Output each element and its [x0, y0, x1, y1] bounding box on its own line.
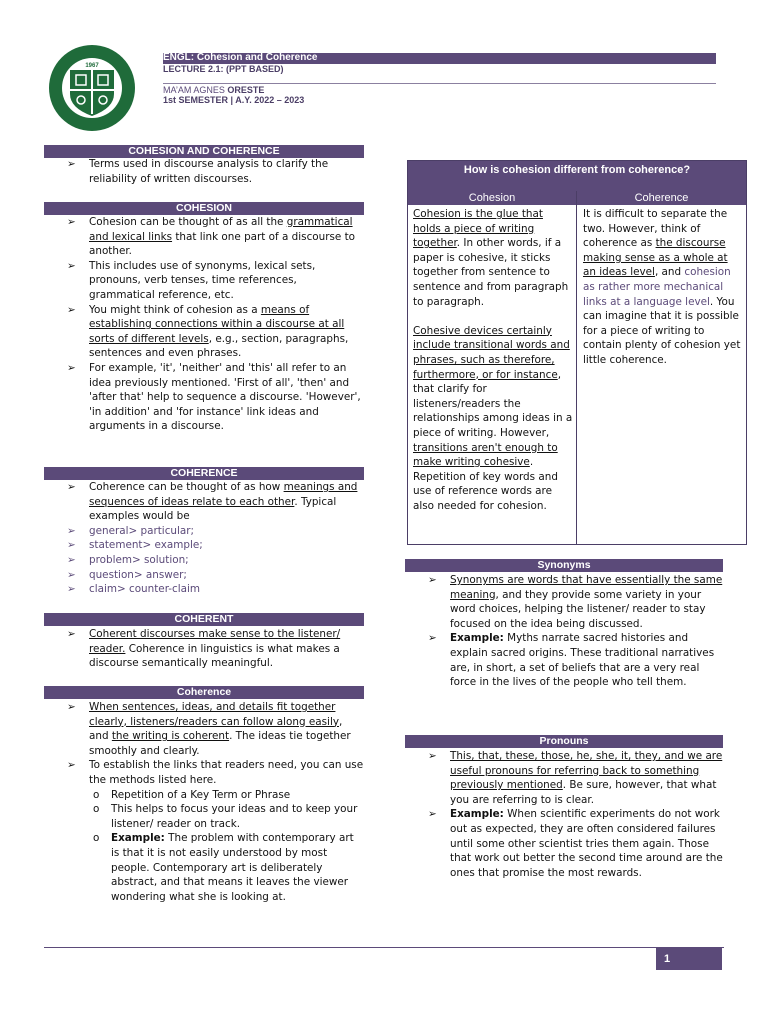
example-item: ➢ statement> example;: [67, 539, 203, 552]
example-item: ➢ claim> counter-claim: [67, 583, 201, 596]
list-item: ➢ Example: Myths narrate sacred histories and explain sacred origins. These traditional narratives are, in short, a set of beliefs that are a very real force in the lives of the people who tell them.: [428, 632, 715, 689]
teacher-name: MA’AM AGNES ORESTE: [163, 85, 265, 95]
list-item: ➢ This, that, these, those, he, she, it, they, and we are useful pronouns for referring back to something previously mentioned. Be sure, however, that what you are referring to is clear.: [428, 750, 723, 806]
semester-label: 1st SEMESTER | A.Y. 2022 – 2023: [163, 95, 305, 105]
example-item: ➢ general> particular;: [67, 524, 195, 537]
table-cell-coherence: It is difficult to separate the two. However, think of coherence as the discourse making sense as a whole at an ideas level, and cohesion as rather more mechanical links at a language level. You can imagine that it is possible for a piece of writing to contain plenty of cohesion yet little coherence.: [583, 208, 741, 366]
list-item: ➢ You might think of cohesion as a means of establishing connections within a discourse at all sorts of different levels, e.g., section, paragraphs, sentences and even phrases.: [67, 303, 349, 360]
table-header-cohesion: Cohesion: [408, 191, 576, 205]
list-item: ➢ This includes use of synonyms, lexical sets, pronouns, verb tenses, time references, grammatical reference, etc.: [67, 259, 316, 301]
list-item: ➢ To establish the links that readers need, you can use the methods listed here.: [67, 759, 364, 786]
list-item: ➢ Coherence can be thought of as how meanings and sequences of ideas relate to each other. Typical examples would be: [67, 481, 358, 523]
section-body-coherent: [67, 627, 364, 671]
example-item: ➢ problem> solution;: [67, 553, 189, 566]
footer-divider: [44, 947, 724, 948]
list-item: ➢ Terms used in discourse analysis to clarify the reliability of written discourses.: [67, 158, 329, 185]
lecture-label: LECTURE 2.1: (PPT BASED): [163, 64, 284, 74]
document-title: ENGL: Cohesion and Coherence: [163, 52, 318, 63]
section-body-coherence-methods: [67, 700, 364, 904]
list-item: ➢ For example, 'it', 'neither' and 'this' all refer to an idea previously mentioned. 'First of all', 'then' and 'after that' help to sequence a discourse. 'However', 'in addition' and 'for instance' link ideas and arguments in a discourse.: [67, 361, 361, 433]
sub-list-item: o Repetition of a Key Term or Phrase: [93, 788, 291, 801]
section-heading-cohesion-and-coherence: COHESION AND COHERENCE: [44, 145, 364, 158]
section-body-cohesion-and-coherence: [67, 157, 364, 186]
section-heading-coherence: COHERENCE: [44, 467, 364, 480]
example-item: ➢ question> answer;: [67, 568, 187, 581]
section-body-coherence: [67, 480, 364, 597]
university-seal-logo: [48, 44, 136, 132]
table-column-divider: [576, 191, 577, 544]
section-heading-coherent: COHERENT: [44, 613, 364, 626]
section-heading-cohesion: COHESION: [44, 202, 364, 215]
list-item: ➢ Cohesion can be thought of as all the grammatical and lexical links that link one part of a discourse to another.: [67, 216, 356, 258]
list-item: ➢ Example: When scientific experiments do not work out as expected, they are often considered failures until some other scientist tries them again. Those that work out better the second time around are the ones that promise the most rewards.: [428, 808, 723, 879]
list-item: ➢ Coherent discourses make sense to the listener/ reader. Coherence in linguistics is what makes a discourse semantically meaningful.: [67, 628, 341, 670]
list-item: ➢ When sentences, ideas, and details fit together clearly, listeners/readers can follow along easily, and the writing is coherent. The ideas tie together smoothly and clearly.: [67, 701, 351, 757]
section-body-synonyms: [428, 573, 725, 690]
list-item: ➢ Synonyms are words that have essentially the same meaning, and they provide some variety in your word choices, helping the listener/ reader to stay focused on the idea being discussed.: [428, 574, 723, 630]
svg-text:1967: 1967: [85, 63, 99, 69]
sub-list-item: o Example: The problem with contemporary art is that it is not easily understood by most people. Contemporary art is deliberately abstract, and that means it leaves the viewer wondering what she is looking at.: [93, 832, 354, 903]
table-cell-cohesion: Cohesion is the glue that holds a piece of writing together. In other words, if a paper is cohesive, it sticks together from sentence to sentence and from paragraph to paragraph. Cohesive devices certainly include transitional words and phrases, such as therefore, furthermore, or for instance, that clarify for listeners/readers the relationships among ideas in a piece of writing. However, transitions aren't enough to make writing cohesive. Repetition of key words and use of reference words are also needed for cohesion.: [413, 208, 573, 512]
header-divider: [163, 83, 716, 84]
section-body-pronouns: [428, 749, 725, 880]
table-title: How is cohesion different from coherence?: [408, 161, 746, 191]
section-heading-pronouns: Pronouns: [405, 735, 723, 748]
sub-list-item: o This helps to focus your ideas and to keep your listener/ reader on track.: [93, 803, 358, 830]
comparison-table: [407, 160, 747, 545]
page-number: 1: [656, 948, 722, 970]
section-body-cohesion: [67, 215, 364, 434]
section-heading-synonyms: Synonyms: [405, 559, 723, 572]
section-heading-coherence-methods: Coherence: [44, 686, 364, 699]
table-header-coherence: Coherence: [577, 191, 746, 205]
